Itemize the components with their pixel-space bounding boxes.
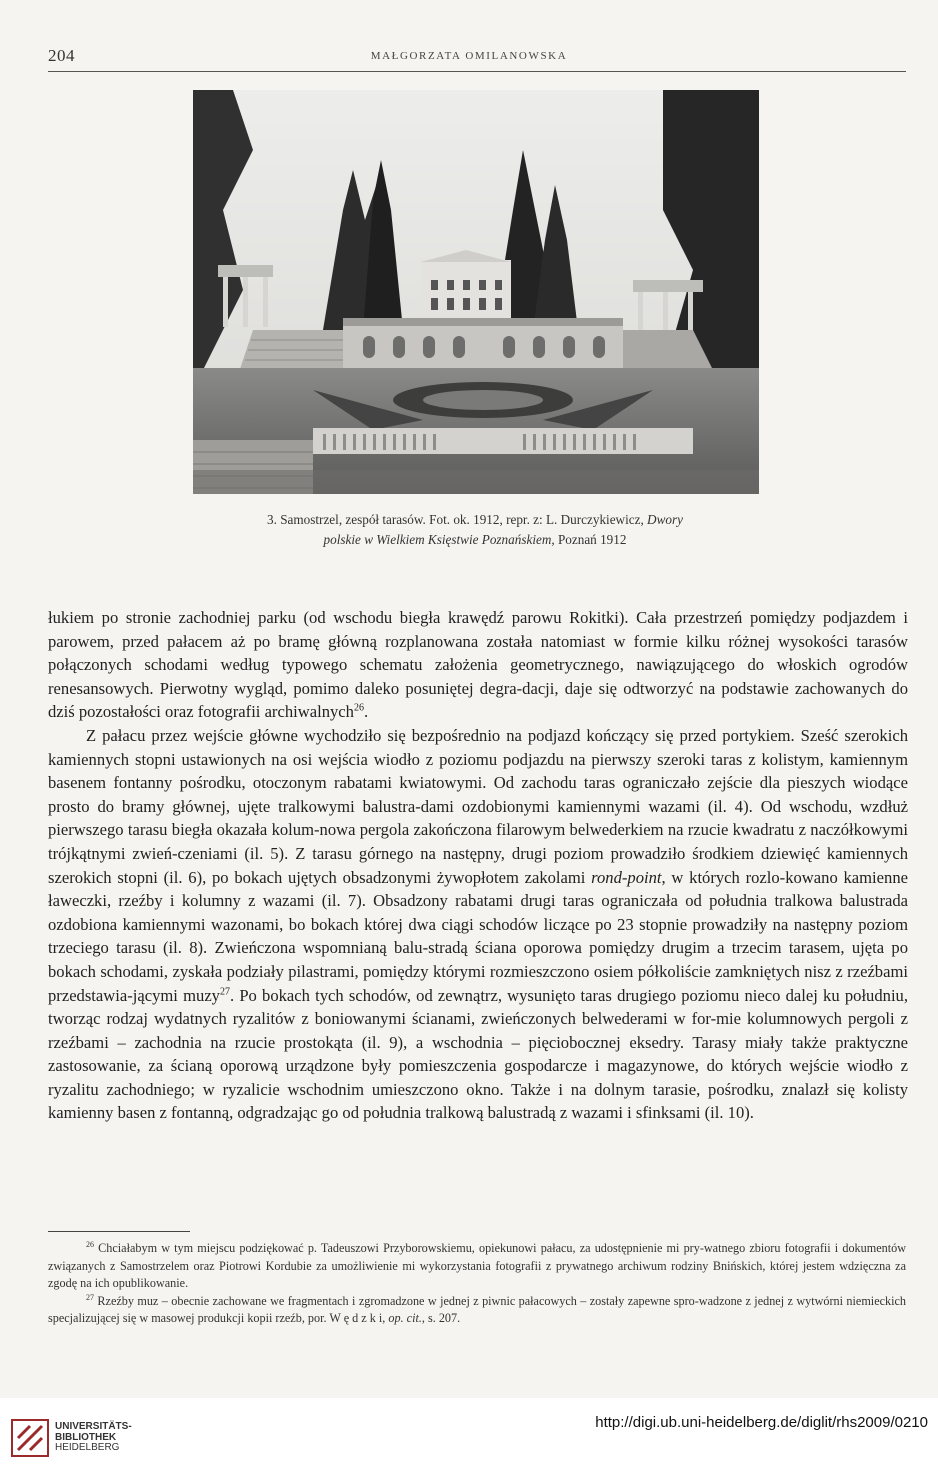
figure-photo [193,90,759,494]
footnote-27-text: Rzeźby muz – obecnie zachowane we fragmentach i zgromadzone w jednej z piwnic pałacowych – zostały zapewne spro-wadzone z jednej z wytwórni niemieckich specjalizującej się w masowej produkcji kopii rzeźb, por. [48,1293,906,1325]
caption-title-part2: polskie w Wielkiem Księstwie Poznańskiem [323,532,552,547]
footnote-26 [48,1240,906,1293]
caption-title-part1: Dwory [647,512,683,527]
footnote-27-end: , s. 207. [421,1311,461,1325]
caption-text: 3. Samostrzel, zespół tarasów. Fot. ok. 1912, repr. z: L. Durczykiewicz, [267,512,648,527]
library-name-line2: BIBLIOTHEK [55,1431,117,1443]
paragraph-2 [48,724,908,1125]
footnote-rule [48,1231,190,1232]
source-url-link[interactable]: http://digi.ub.uni-heidelberg.de/diglit/rhs2009/0210 [595,1414,928,1431]
figure-caption [150,510,800,550]
footnote-26-number: 26 [86,1239,94,1249]
paragraph-2-text-b: , w których rozlo-kowano kamienne ławeczki, rzeźby i kolumny z wazami (il. 7). Obsadzony rabatami drugi taras ograniczała od południa tralkowa balustrada ozdobiona kamiennymi wazonami, bo bokach której dwa ciągi schodów liczące po 23 stopnie prowadziły na następny poziom trzeciego tarasu (il. 8). Zwieńczona wspomnianą balu-stradą ściana oporowa pomiędzy drugim a trzecim tarasem, ujęta po bokach schodami, zyskała podziały pilastrami, pomiędzy którymi rozmieszczono osiem półkoliście zamkniętych nisz z rzeźbami przedstawia-jącymi muzy [48,867,908,1005]
footnotes [48,1240,906,1328]
paragraph-1-text: łukiem po stronie zachodniej parku (od wschodu biegła krawędź parowu Rokitki). Cała przestrzeń pomiędzy podjazdem i parowem, przed pałacem aż po bramę główną rozplanowana została natomiast w formie kilku różnej wysokości tarasów połączonych schodami według typowego schematu założenia geometrycznego, nawiązującego do włoskich ogrodów renesansowych. Pierwotny wygląd, pomimo daleko posuniętej degra-dacji, daje się odtworzyć na podstawie zachowanych do dziś pozostałości oraz fotografii archiwalnych [48,608,908,722]
header-rule [48,71,906,72]
paragraph-1-end: . [363,702,369,722]
running-head: MAŁGORZATA OMILANOWSKA [370,50,568,62]
body-text [48,606,908,1125]
footnote-27-number: 27 [86,1292,94,1302]
page-number: 204 [48,46,75,65]
footnote-ref-26[interactable]: 26 [353,702,364,714]
library-name-line1: UNIVERSITÄTS- [55,1421,132,1432]
library-name-line3: HEIDELBERG [55,1442,120,1453]
paragraph-2-text-a: Z pałacu przez wejście główne wychodziło się bezpośrednio na podjazd kończący się przed portykiem. Sześć szerokich kamiennych stopni ustawionych na osi wejścia wiodło z poziomu podjazdu na pierwszy szeroki taras z kolistym, kamiennym basenem fontanny pośrodku, otoczonym rabatami kwiatowymi. Od zachodu taras ograniczało zejście dla pieszych wiodące prosto do bramy głównej, ujęte tralkowymi balustra-dami ozdobionymi kamiennymi wazami (il. 4). Od wschodu, wzdłuż pierwszego tarasu biegła okazała kolum-nowa pergola zakończona filarowym belwederkiem na rzucie kwadratu z naczółkowymi trójkątnymi zwień-czeniami (il. 5). Z tarasu górnego na następny, drugi poziom prowadziło środkiem dziewięć kamiennych szerokich stopni (il. 6), po bokach ujętych obsadzonymi żywopłotem zakolami [48,725,908,887]
paragraph-2-text-c: . Po bokach tych schodów, od zewnątrz, wysunięto taras drugiego poziomu nieco dalej ku południu, tworząc rodzaj wydatnych ryzalitów z boniowanymi ścianami, zwieńczonych belwederami w for-mie kolumnowych pergoli z rzeźbami – zachodnia na rzucie prostokąta (il. 9), a wschodnia – pięciobocznej eksedry. Tarasy miały także praktyczne zastosowanie, za ścianą oporową urządzone były pomieszczenia gospodarcze i magazynowe, do których wejście wiodło z ryzalitu zachodniego; w ryzalicie wschodnim umieszczono okno. Także i na dolnym tarasie, pośrodku, znalazł się kolisty kamienny basen z fontanną, odgradzając go od południa tralkową balustradą z wazami i sfinksami (il. 10). [48,985,908,1123]
paragraph-2-italic: rond-point [591,867,662,887]
footnote-27-opcit: op. cit. [388,1311,422,1325]
caption-place-year: , Poznań 1912 [551,532,627,547]
footer-bar [0,1398,938,1474]
footnote-26-text: Chciałabym w tym miejscu podziękować p. Tadeuszowi Przyborowskiemu, opiekunowi pałacu, za udostępnienie mi pry-watnego zbioru fotografii i dokumentów związanych z Samostrzelem oraz Piotrowi Kordubie za umożliwienie mi wykorzystania fotografii z prywatnego archiwum rodziny Bnińskich, której jestem wdzięczna za zgodę na ich opublikowanie. [48,1241,906,1290]
library-logo-icon[interactable] [10,1418,50,1458]
library-name[interactable] [55,1422,132,1454]
paragraph-1 [48,606,908,724]
footnote-27 [48,1293,906,1328]
garden-terraces-photo [193,90,759,494]
footnote-27-sep: , [382,1311,389,1325]
footnote-ref-27[interactable]: 27 [219,985,230,997]
footnote-27-author: W ę d z k i [329,1311,383,1325]
